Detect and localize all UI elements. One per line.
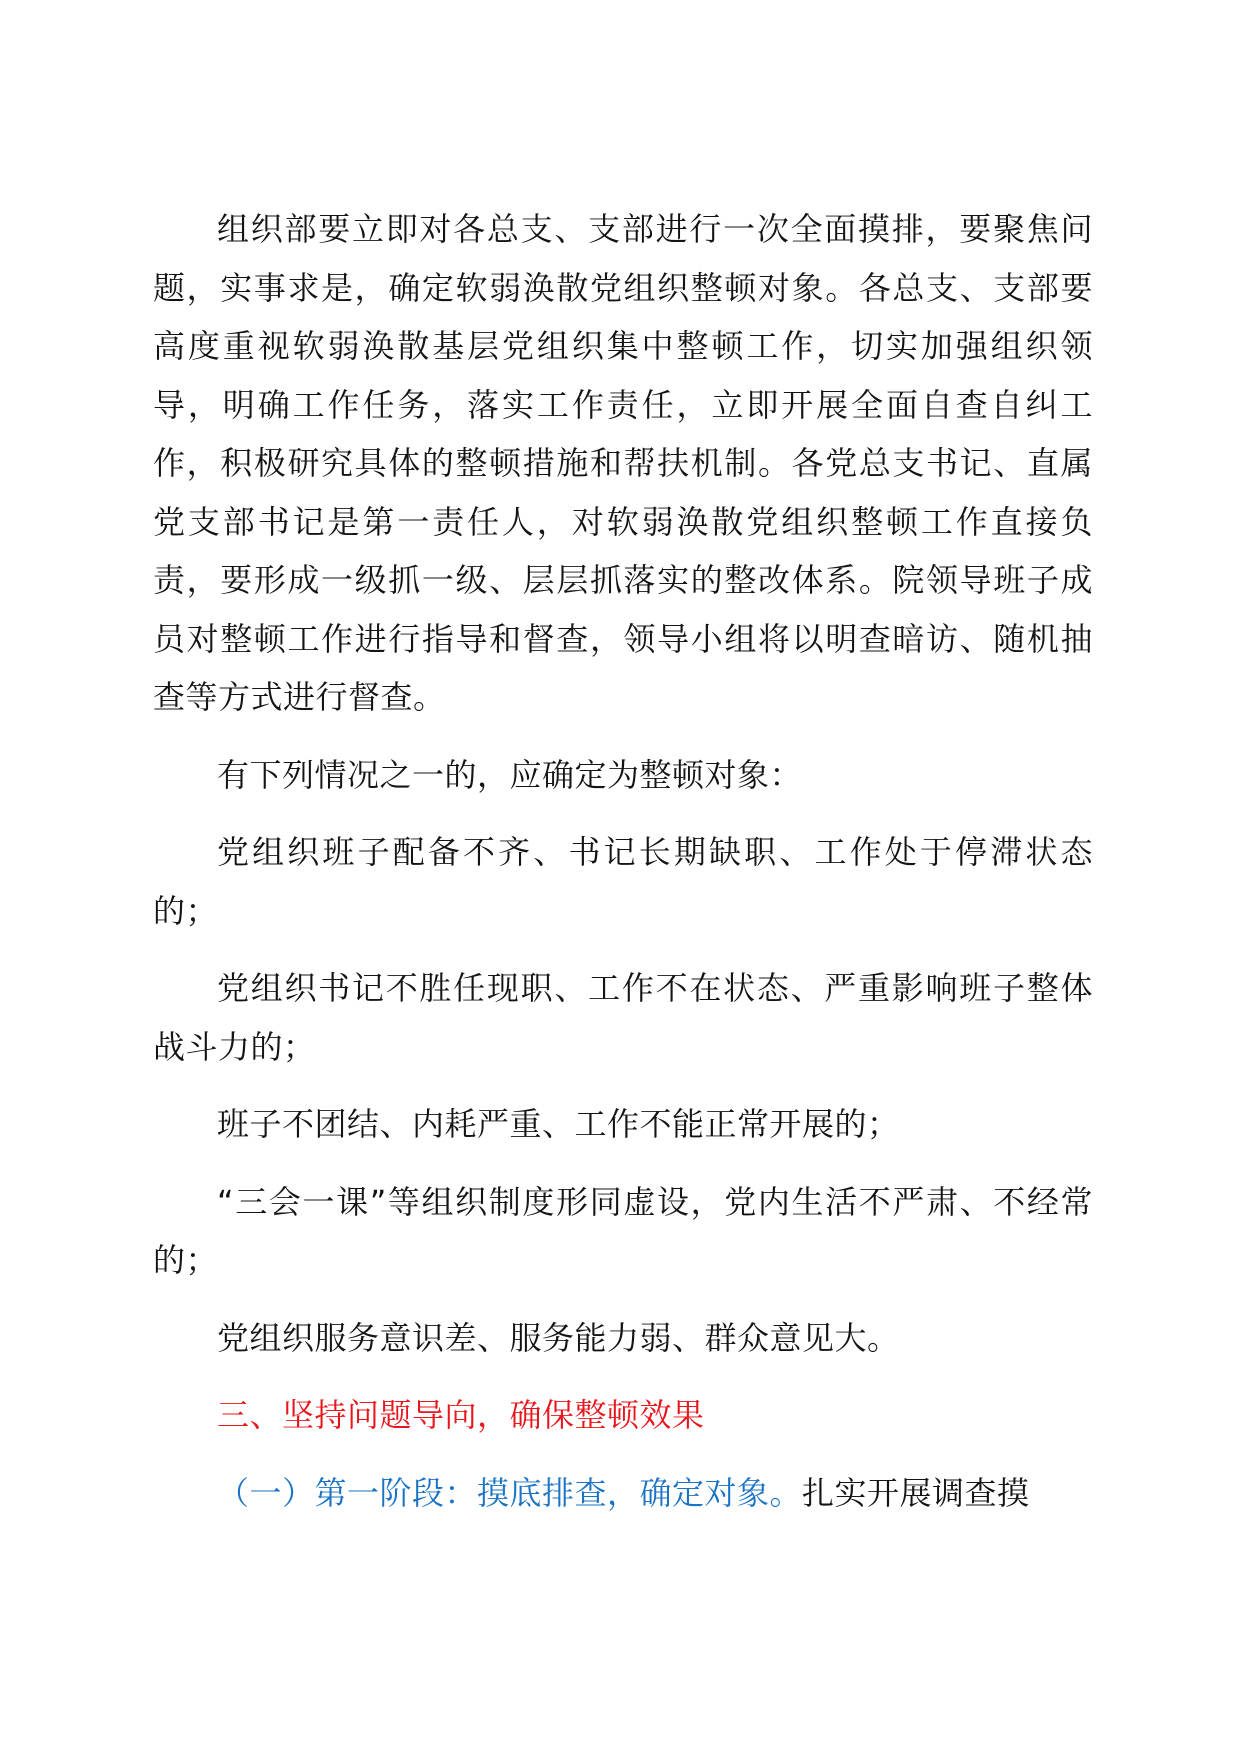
paragraph-criterion-5: 党组织服务意识差、服务能力弱、群众意见大。 — [217, 1318, 900, 1357]
paragraph-criteria-intro: 有下列情况之一的，应确定为整顿对象： — [217, 755, 803, 794]
subsection-heading: （一）第一阶段：摸底排查，确定对象。 — [217, 1473, 803, 1512]
paragraph-criterion-1: 党组织班子配备不齐、书记长期缺职、工作处于停滞状态的； — [153, 833, 1093, 930]
subsection-paragraph — [153, 1464, 1093, 1523]
paragraph-criterion-2: 党组织书记不胜任现职、工作不在状态、严重影响班子整体战斗力的； — [153, 969, 1093, 1066]
section-heading: 三、坚持问题导向，确保整顿效果 — [217, 1396, 705, 1434]
subsection-text: 扎实开展调查摸 — [802, 1473, 1030, 1512]
paragraph-investigation: 组织部要立即对各总支、支部进行一次全面摸排，要聚焦问题，实事求是，确定软弱涣散党组织整顿对象。各总支、支部要高度重视软弱涣散基层党组织集中整顿工作，切实加强组织领导，明确工作任务，落实工作责任，立即开展全面自查自纠工作，积极研究具体的整顿措施和帮扶机制。各党总支书记、直属党支部书记是第一责任人，对软弱涣散党组织整顿工作直接负责，要形成一级抓一级、层层抓落实的整改体系。院领导班子成员对整顿工作进行指导和督查，领导小组将以明查暗访、随机抽查等方式进行督查。 — [153, 210, 1093, 716]
paragraph-criterion-3: 班子不团结、内耗严重、工作不能正常开展的； — [217, 1105, 900, 1143]
document-page — [153, 200, 1093, 1522]
paragraph-criterion-4: “三会一课”等组织制度形同虚设，党内生活不严肃、不经常的； — [153, 1182, 1093, 1279]
